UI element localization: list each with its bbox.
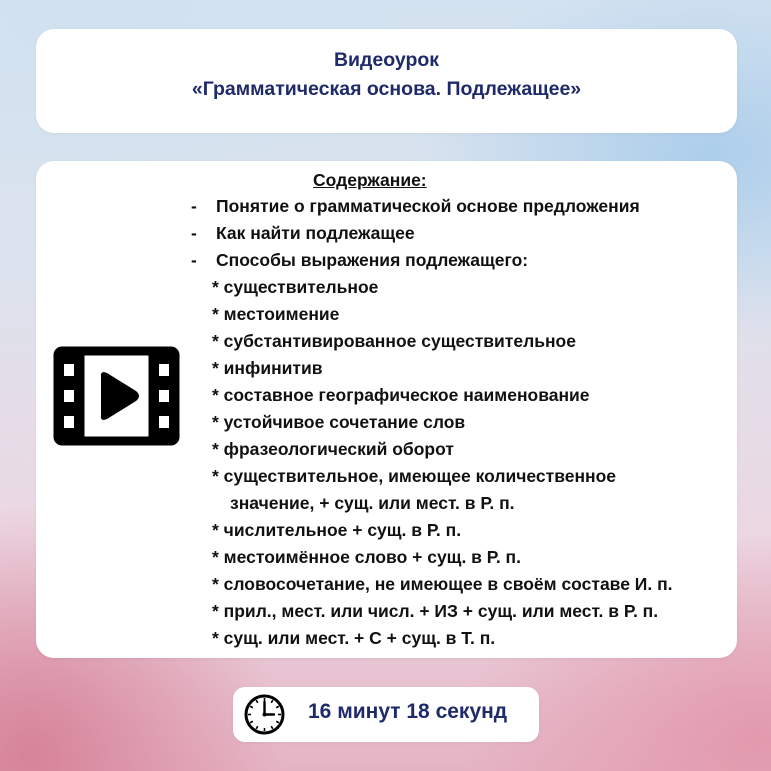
list-item: * словосочетание, не имеющее в своём составе И. п.	[212, 574, 673, 594]
list-item-continuation: значение, + сущ. или мест. в Р. п.	[230, 493, 515, 513]
list-item: * прил., мест. или числ. + ИЗ + сущ. или мест. в Р. п.	[212, 601, 659, 621]
list-item: * местоимение	[212, 304, 340, 324]
duration-text: 16 минут 18 секунд	[308, 700, 508, 723]
list-item: * существительное	[212, 277, 379, 297]
list-item: * инфинитив	[212, 358, 323, 378]
list-item: - Способы выражения подлежащего:	[191, 250, 529, 270]
clock-icon	[243, 693, 286, 736]
list-item: * субстантивированное существительное	[212, 331, 576, 351]
list-item: * фразеологический оборот	[212, 439, 454, 459]
title-line-2: «Грамматическая основа. Подлежащее»	[191, 78, 582, 100]
content-card	[36, 161, 737, 658]
list-item: * числительное + сущ. в Р. п.	[212, 520, 462, 540]
title-card	[36, 29, 737, 133]
duration-card	[233, 687, 539, 742]
content-heading: Содержание:	[313, 170, 427, 190]
film-play-icon	[53, 346, 180, 446]
list-item: * существительное, имеющее количественное	[212, 466, 617, 486]
title-line-1: Видеоурок	[333, 49, 440, 71]
list-item: * местоимённое слово + сущ. в Р. п.	[212, 547, 521, 567]
list-item: - Как найти подлежащее	[191, 223, 415, 243]
list-item: * устойчивое сочетание слов	[212, 412, 466, 432]
list-item: * составное географическое наименование	[212, 385, 590, 405]
list-item: - Понятие о грамматической основе предложения	[191, 196, 640, 216]
list-item: * сущ. или мест. + С + сущ. в Т. п.	[212, 628, 496, 648]
